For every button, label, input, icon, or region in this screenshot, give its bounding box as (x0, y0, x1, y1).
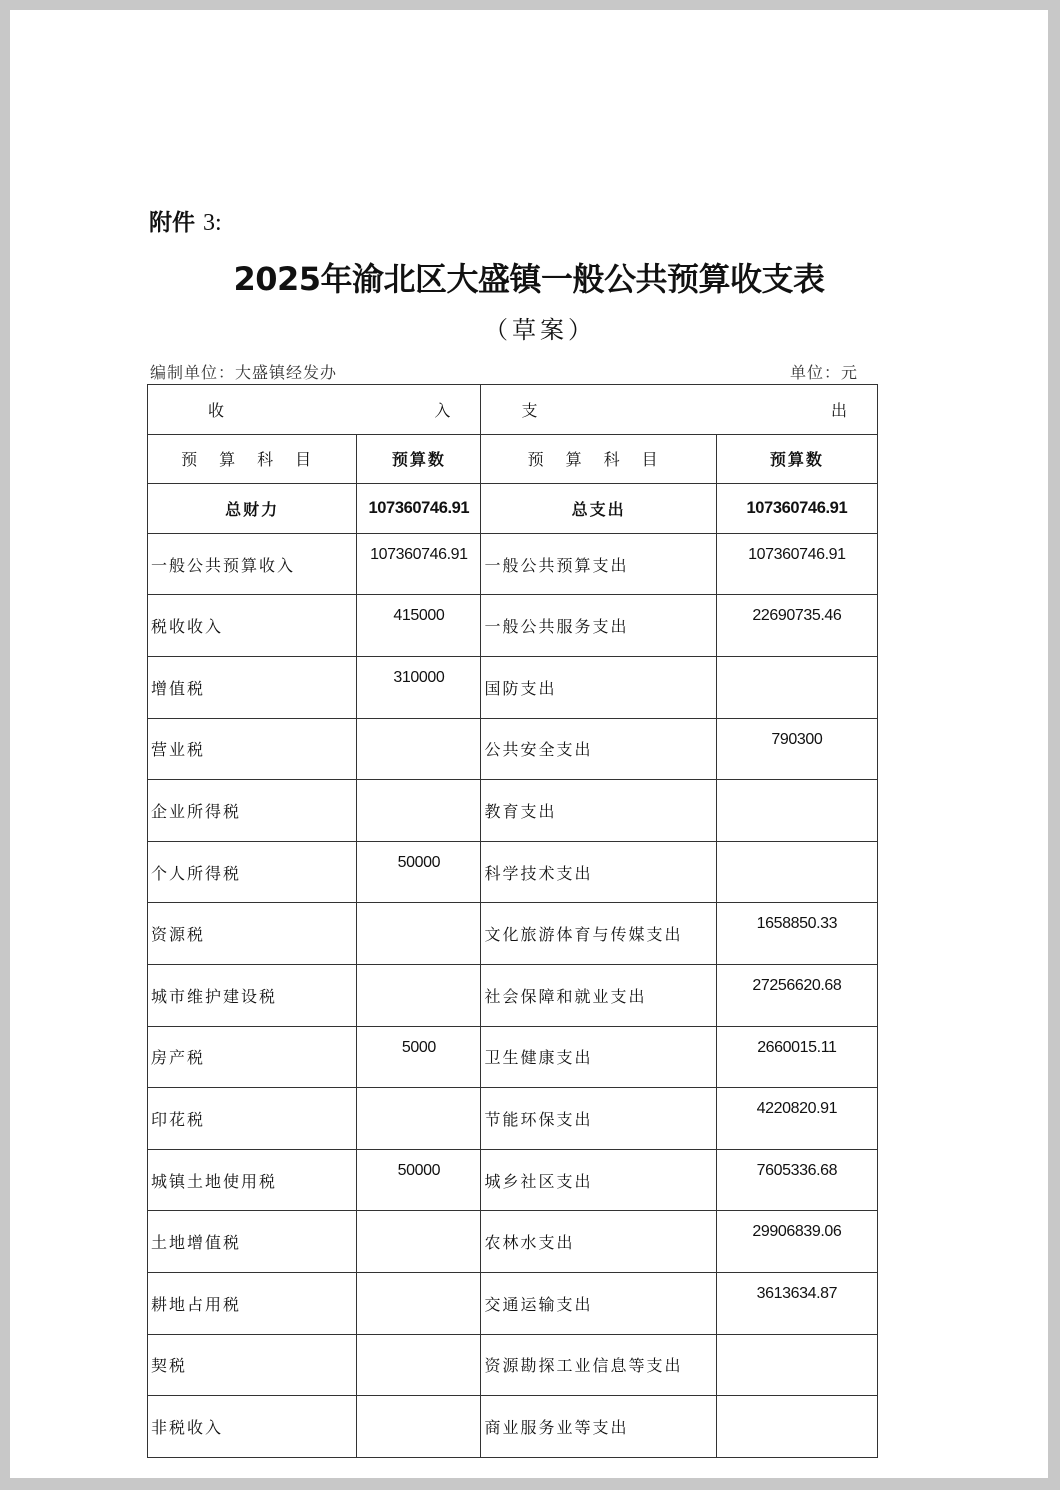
expense-value (716, 1396, 877, 1458)
expense-label: 资源勘探工业信息等支出 (481, 1334, 716, 1396)
table-row (148, 1026, 878, 1088)
expense-value (716, 656, 877, 718)
total-expense-value: 107360746.91 (716, 484, 877, 534)
income-value (357, 1272, 481, 1334)
income-label: 营业税 (148, 718, 357, 780)
document-subtitle: （草案） (484, 316, 596, 344)
table-row (148, 1211, 878, 1273)
expense-label: 节能环保支出 (481, 1088, 716, 1150)
expense-label: 科学技术支出 (481, 841, 716, 903)
attachment-label: 附件 3: (149, 210, 222, 236)
income-value (357, 1396, 481, 1458)
table-row (148, 780, 878, 842)
expense-label: 国防支出 (481, 656, 716, 718)
income-amount-header: 预算数 (357, 434, 481, 484)
expense-label: 一般公共服务支出 (481, 595, 716, 657)
income-label: 城市维护建设税 (148, 964, 357, 1026)
income-value: 50000 (357, 1149, 481, 1211)
expense-value: 29906839.06 (716, 1211, 877, 1273)
income-label: 企业所得税 (148, 780, 357, 842)
expense-value: 22690735.46 (716, 595, 877, 657)
income-label: 城镇土地使用税 (148, 1149, 357, 1211)
expense-label: 社会保障和就业支出 (481, 964, 716, 1026)
income-label: 税收收入 (148, 595, 357, 657)
income-value (357, 1334, 481, 1396)
income-value (357, 903, 481, 965)
table-row (148, 1396, 878, 1458)
document-page (10, 10, 1048, 1478)
income-value (357, 780, 481, 842)
total-income-label: 总财力 (148, 484, 357, 534)
expense-value: 3613634.87 (716, 1272, 877, 1334)
expense-label: 文化旅游体育与传媒支出 (481, 903, 716, 965)
income-value: 5000 (357, 1026, 481, 1088)
table-row (148, 1272, 878, 1334)
income-label: 增值税 (148, 656, 357, 718)
expense-header: 支 出 (481, 385, 878, 435)
expense-value: 27256620.68 (716, 964, 877, 1026)
document-title: 2025年渝北区大盛镇一般公共预算收支表 (233, 260, 825, 298)
budget-table (147, 384, 878, 1458)
expense-value (716, 841, 877, 903)
expense-label: 卫生健康支出 (481, 1026, 716, 1088)
income-value (357, 964, 481, 1026)
expense-label: 教育支出 (481, 780, 716, 842)
income-value: 107360746.91 (357, 533, 481, 595)
income-value: 50000 (357, 841, 481, 903)
income-label: 一般公共预算收入 (148, 533, 357, 595)
expense-subject-header: 预算科目 (481, 434, 716, 484)
table-row (148, 595, 878, 657)
income-header: 收 入 (148, 385, 481, 435)
currency-unit: 单位：元 (790, 363, 859, 382)
income-value (357, 1088, 481, 1150)
total-expense-label: 总支出 (481, 484, 716, 534)
compiling-unit: 编制单位：大盛镇经发办 (150, 363, 338, 382)
income-subject-header: 预算科目 (148, 434, 357, 484)
income-label: 资源税 (148, 903, 357, 965)
total-income-value: 107360746.91 (357, 484, 481, 534)
expense-value: 107360746.91 (716, 533, 877, 595)
table-row (148, 841, 878, 903)
top-header-row (148, 385, 878, 435)
expense-value (716, 780, 877, 842)
income-value (357, 1211, 481, 1273)
table-row (148, 718, 878, 780)
column-header-row (148, 434, 878, 484)
income-label: 耕地占用税 (148, 1272, 357, 1334)
income-label: 土地增值税 (148, 1211, 357, 1273)
expense-value (716, 1334, 877, 1396)
income-value: 415000 (357, 595, 481, 657)
income-label: 非税收入 (148, 1396, 357, 1458)
expense-value: 790300 (716, 718, 877, 780)
expense-label: 一般公共预算支出 (481, 533, 716, 595)
expense-value: 7605336.68 (716, 1149, 877, 1211)
table-row (148, 1088, 878, 1150)
table-row (148, 964, 878, 1026)
income-label: 契税 (148, 1334, 357, 1396)
expense-value: 1658850.33 (716, 903, 877, 965)
table-row (148, 1334, 878, 1396)
table-row (148, 533, 878, 595)
expense-label: 公共安全支出 (481, 718, 716, 780)
income-label: 印花税 (148, 1088, 357, 1150)
expense-value: 2660015.11 (716, 1026, 877, 1088)
table-row (148, 903, 878, 965)
expense-label: 商业服务业等支出 (481, 1396, 716, 1458)
expense-label: 城乡社区支出 (481, 1149, 716, 1211)
table-row (148, 1149, 878, 1211)
expense-label: 农林水支出 (481, 1211, 716, 1273)
expense-amount-header: 预算数 (716, 434, 877, 484)
table-row (148, 656, 878, 718)
income-label: 房产税 (148, 1026, 357, 1088)
income-value: 310000 (357, 656, 481, 718)
expense-value: 4220820.91 (716, 1088, 877, 1150)
income-label: 个人所得税 (148, 841, 357, 903)
totals-row (148, 484, 878, 534)
income-value (357, 718, 481, 780)
expense-label: 交通运输支出 (481, 1272, 716, 1334)
